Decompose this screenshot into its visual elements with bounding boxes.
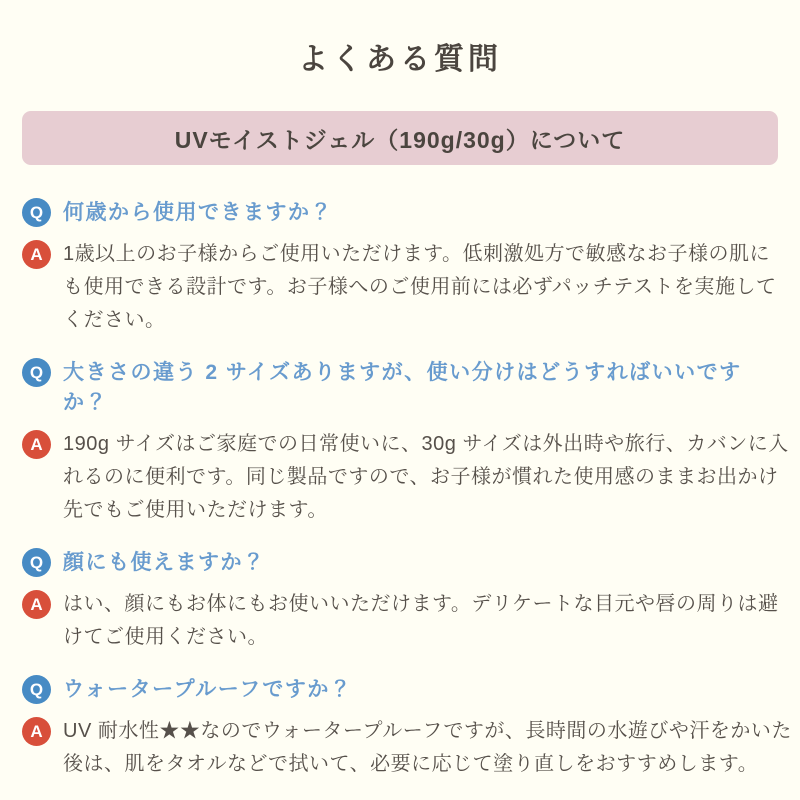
- a-badge-icon: A: [22, 240, 51, 269]
- question-row: [22, 198, 778, 228]
- question-text: ウォータープルーフですか？: [63, 678, 353, 701]
- banner-label: UVモイストジェル（190g/30g）について: [174, 126, 626, 153]
- question-row: [22, 358, 778, 418]
- answer-line: はい、顔にもお体にもお使いいただけます。デリケートな目元や唇の周りは避: [63, 593, 779, 615]
- answer-row: [22, 428, 789, 527]
- faq-section: [22, 548, 778, 654]
- answer-line: ください。: [63, 309, 166, 331]
- answer-line: 後は、肌をタオルなどで拭いて、必要に応じて塗り直しをおすすめします。: [63, 753, 759, 775]
- a-badge-icon: A: [22, 590, 51, 619]
- question-text: 大きさの違う 2 サイズありますが、使い分けはどうすればいいですか？: [63, 361, 742, 414]
- q-badge-icon: Q: [22, 358, 51, 387]
- answer-line: 1歳以上のお子様からご使用いただけます。低刺激処方で敏感なお子様の肌に: [63, 243, 771, 265]
- page-title: よくある質問: [298, 43, 502, 76]
- answer-text: [63, 588, 779, 654]
- faq-section: [22, 358, 789, 527]
- faq-section: [22, 675, 792, 781]
- answer-text: [63, 428, 789, 527]
- answer-row: [22, 238, 778, 337]
- q-badge-icon: Q: [22, 548, 51, 577]
- answer-line: 先でもご使用いただけます。: [63, 499, 328, 521]
- answer-text: [63, 715, 792, 781]
- answer-line: 190g サイズはご家庭での日常使いに、30g サイズは外出時や旅行、カバンに入: [63, 433, 789, 455]
- answer-row: [22, 715, 792, 781]
- a-badge-icon: A: [22, 717, 51, 746]
- answer-line: UV 耐水性★★なのでウォータープルーフですが、長時間の水遊びや汗をかいた: [63, 720, 792, 742]
- question-text: 顔にも使えますか？: [63, 551, 266, 574]
- answer-line: けてご使用ください。: [63, 626, 268, 648]
- question-row: [22, 675, 778, 705]
- a-badge-icon: A: [22, 430, 51, 459]
- product-banner: [22, 111, 778, 165]
- question-row: [22, 548, 778, 578]
- answer-row: [22, 588, 778, 654]
- answer-line: も使用できる設計です。お子様へのご使用前には必ずパッチテストを実施して: [63, 276, 777, 298]
- answer-line: れるのに便利です。同じ製品ですので、お子様が慣れた使用感のままお出かけ: [63, 466, 779, 488]
- q-badge-icon: Q: [22, 675, 51, 704]
- faq-section: [22, 198, 778, 337]
- question-text: 何歳から使用できますか？: [63, 201, 333, 224]
- answer-text: [63, 238, 777, 337]
- q-badge-icon: Q: [22, 198, 51, 227]
- faq-list: [0, 165, 800, 781]
